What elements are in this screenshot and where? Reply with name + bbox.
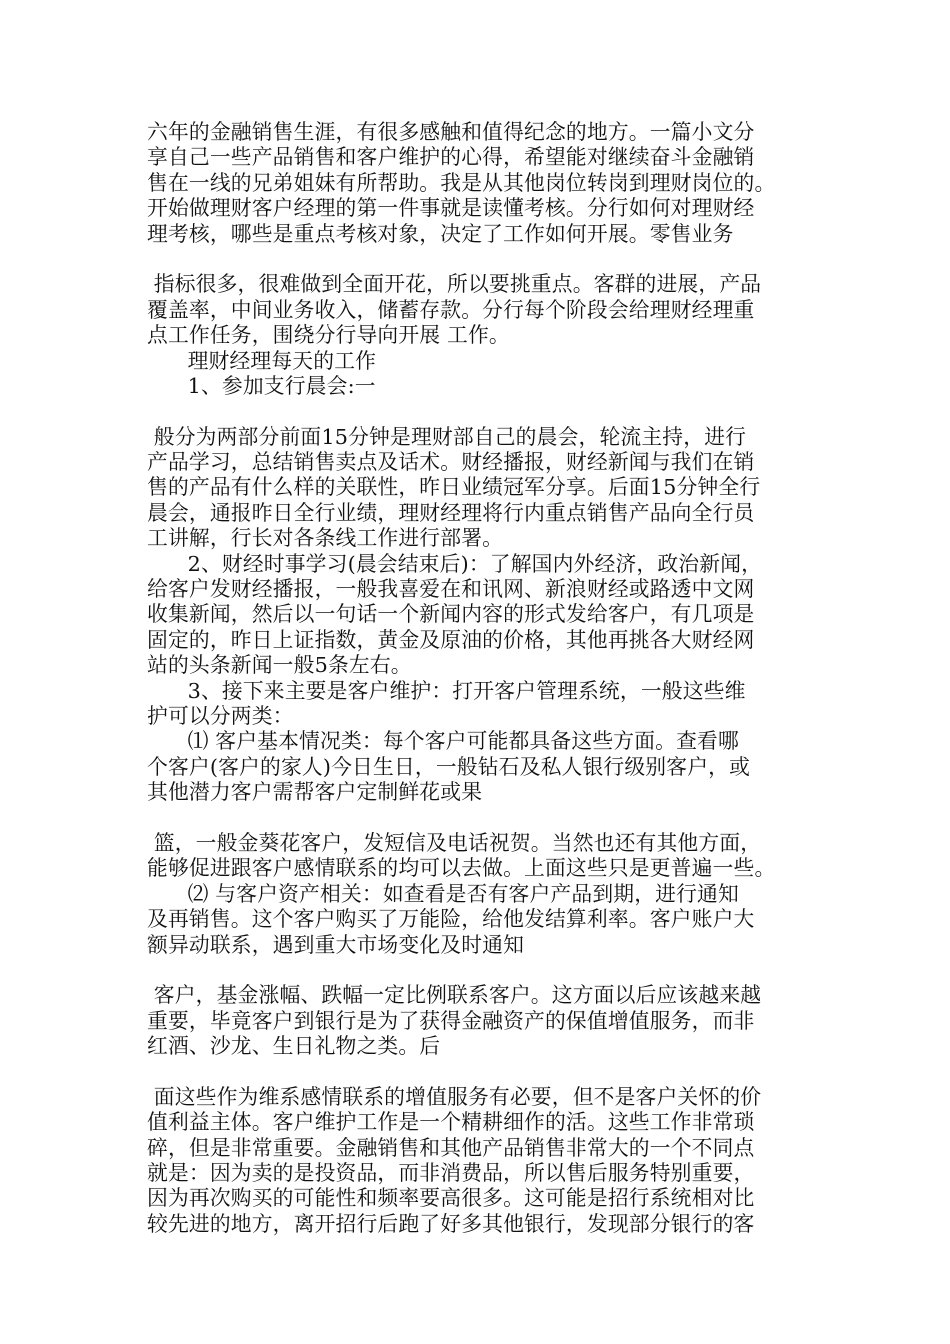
text-line: 售在一线的兄弟姐妹有所帮助。我是从其他岗位转岗到理财岗位的。: [147, 170, 776, 195]
text-line: 3、接下来主要是客户维护：打开客户管理系统，一般这些维: [147, 678, 746, 703]
para-basket: [147, 831, 827, 958]
text-line: 1、参加支行晨会:一: [147, 373, 376, 398]
paragraph-spacer: [147, 806, 827, 831]
text-line: 般分为两部分前面15分钟是理财部自己的晨会，轮流主持，进行: [147, 424, 747, 449]
para-indicators: [147, 272, 827, 399]
paragraph-spacer: [147, 958, 827, 983]
text-line: 个客户(客户的家人)今日生日，一般钻石及私人银行级别客户，或: [147, 754, 751, 779]
text-line: 重要，毕竟客户到银行是为了获得金融资产的保值增值服务，而非: [147, 1008, 755, 1033]
text-line: 晨会，通报昨日全行业绩，理财经理将行内重点销售产品向全行员: [147, 500, 755, 525]
text-line: 理财经理每天的工作: [147, 348, 377, 373]
text-line: 篮，一般金葵花客户，发短信及电话祝贺。当然也还有其他方面，: [147, 830, 762, 855]
para-clients: [147, 983, 827, 1059]
text-line: 理考核，哪些是重点考核对象，决定了工作如何开展。零售业务: [147, 221, 734, 246]
para-morning-meeting: [147, 425, 827, 806]
text-line: 点工作任务，围绕分行导向开展 工作。: [147, 323, 510, 348]
text-line: 工讲解，行长对各条线工作进行部署。: [147, 526, 504, 551]
para-value-service: [147, 1085, 827, 1237]
text-line: 2、财经时事学习(晨会结束后)：了解国内外经济，政治新闻，: [147, 551, 763, 576]
text-line: 能够促进跟客户感情联系的均可以去做。上面这些只是更普遍一些。: [147, 856, 776, 881]
text-line: 值利益主体。客户维护工作是一个精耕细作的活。这些工作非常琐: [147, 1110, 755, 1135]
text-line: 开始做理财客户经理的第一件事就是读懂考核。分行如何对理财经: [147, 196, 755, 221]
text-line: 其他潜力客户需帮客户定制鲜花或果: [147, 780, 483, 805]
text-line: 较先进的地方，离开招行后跑了好多其他银行，发现部分银行的客: [147, 1211, 755, 1236]
paragraph-spacer: [147, 1059, 827, 1084]
text-line: 站的头条新闻一般5条左右。: [147, 653, 412, 678]
para-intro: [147, 120, 827, 247]
text-line: 红酒、沙龙、生日礼物之类。后: [147, 1034, 441, 1059]
text-line: 享自己一些产品销售和客户维护的心得，希望能对继续奋斗金融销: [147, 145, 755, 170]
text-line: 固定的，昨日上证指数，黄金及原油的价格，其他再挑各大财经网: [147, 627, 755, 652]
text-line: 面这些作为维系感情联系的增值服务有必要，但不是客户关怀的价: [147, 1084, 762, 1109]
text-line: 售的产品有什么样的关联性，昨日业绩冠军分享。后面15分钟全行: [147, 475, 761, 500]
text-line: 给客户发财经播报，一般我喜爱在和讯网、新浪财经或路透中文网: [147, 577, 755, 602]
text-line: 护可以分两类：: [147, 703, 294, 728]
text-line: ⑴ 客户基本情况类：每个客户可能都具备这些方面。查看哪: [147, 729, 739, 754]
text-line: 产品学习，总结销售卖点及话术。财经播报，财经新闻与我们在销: [147, 450, 755, 475]
text-line: 覆盖率，中间业务收入，储蓄存款。分行每个阶段会给理财经理重: [147, 297, 755, 322]
text-line: ⑵ 与客户资产相关：如查看是否有客户产品到期，进行通知: [147, 881, 739, 906]
text-line: 收集新闻，然后以一句话一个新闻内容的形式发给客户，有几项是: [147, 602, 755, 627]
text-line: 客户，基金涨幅、跌幅一定比例联系客户。这方面以后应该越来越: [147, 983, 762, 1008]
text-line: 及再销售。这个客户购买了万能险，给他发结算利率。客户账户大: [147, 907, 755, 932]
text-line: 指标很多，很难做到全面开花，所以要挑重点。客群的进展，产品: [147, 272, 762, 297]
text-line: 就是：因为卖的是投资品，而非消费品，所以售后服务特别重要，: [147, 1161, 755, 1186]
text-line: 因为再次购买的可能性和频率要高很多。这可能是招行系统相对比: [147, 1186, 755, 1211]
text-line: 额异动联系，遇到重大市场变化及时通知: [147, 932, 525, 957]
text-line: 六年的金融销售生涯，有很多感触和值得纪念的地方。一篇小文分: [147, 120, 755, 144]
text-line: 碎，但是非常重要。金融销售和其他产品销售非常大的一个不同点: [147, 1135, 755, 1160]
paragraph-spacer: [147, 399, 827, 424]
document-body: [147, 120, 827, 1237]
paragraph-spacer: [147, 247, 827, 272]
